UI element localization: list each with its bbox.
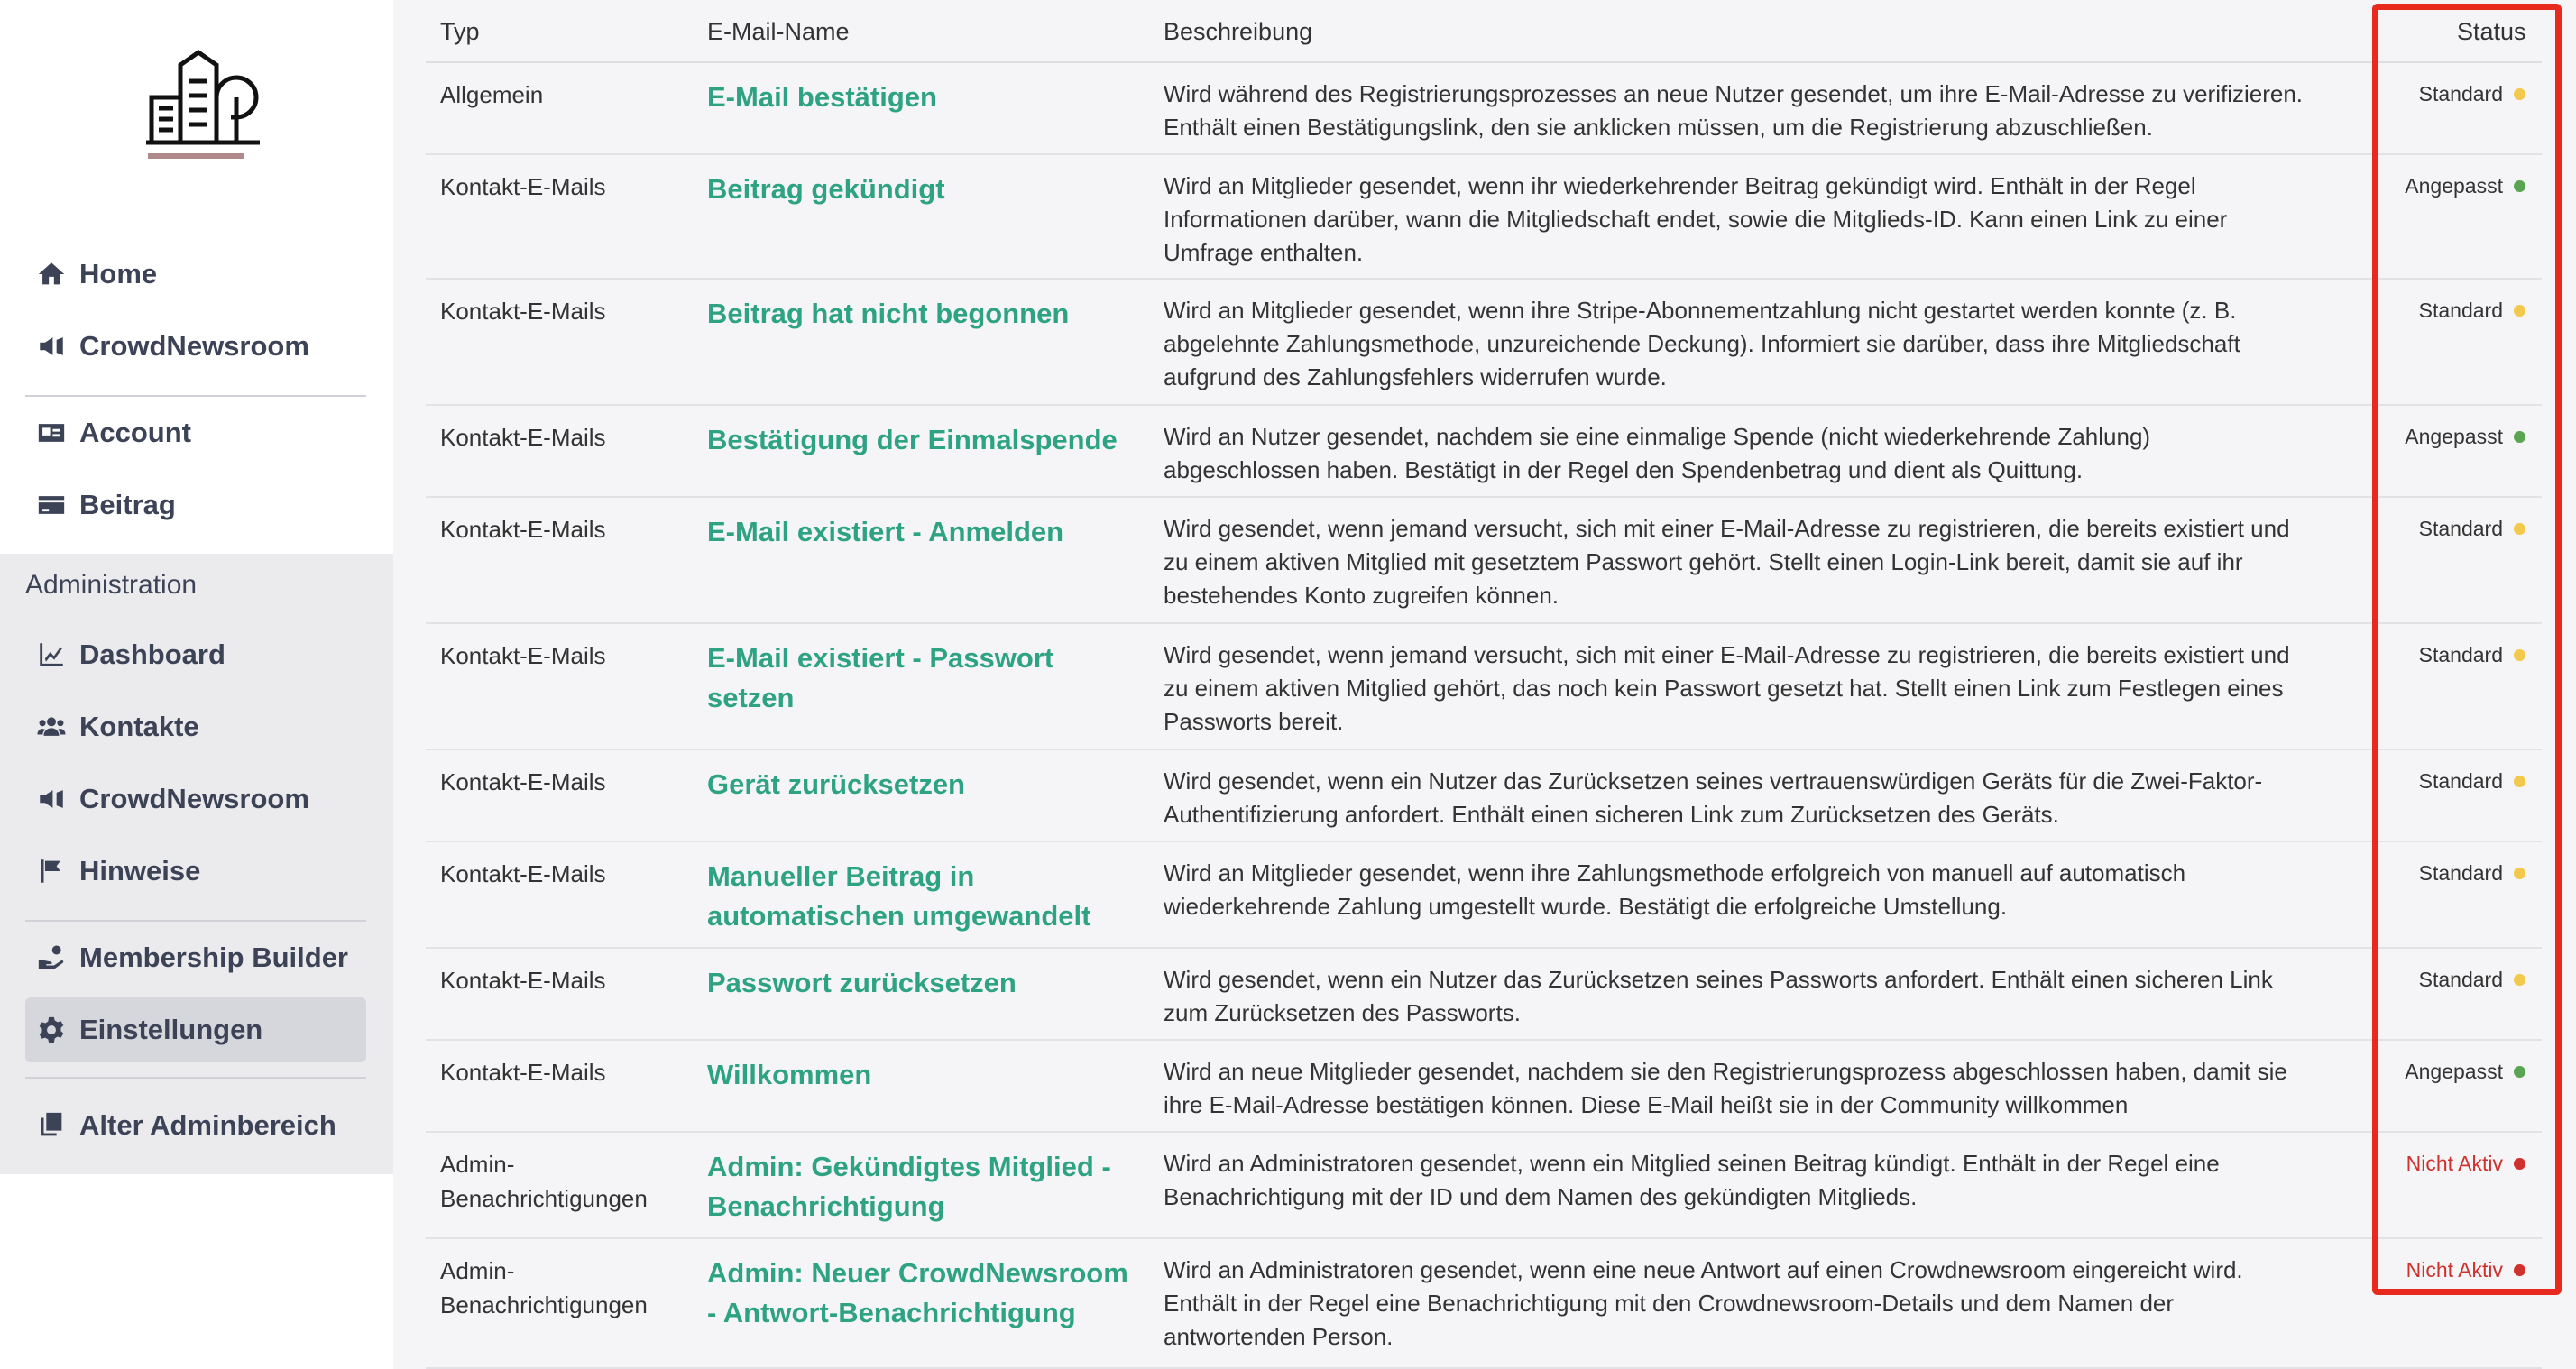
sidebar-item-label: Alter Adminbereich	[79, 1109, 336, 1141]
sidebar-item-label: Beitrag	[79, 489, 176, 520]
status-text: Standard	[2418, 517, 2503, 540]
column-header-email-name[interactable]: E-Mail-Name	[707, 18, 850, 45]
row-description: Wird während des Registrierungsprozesses an neue Nutzer gesendet, um ihre E-Mail-Adresse zu verifizieren. Enthält einen Bestätigungslink, den sie anklicken müssen, um die Registrierung abzuschließen.	[1164, 80, 2304, 141]
megaphone-icon	[25, 784, 79, 814]
email-name-link[interactable]: Willkommen	[707, 1059, 872, 1090]
email-name-link[interactable]: E-Mail bestätigen	[707, 81, 937, 113]
sidebar-item-label: CrowdNewsroom	[79, 783, 309, 814]
table-row[interactable]	[426, 750, 2542, 842]
megaphone-icon	[25, 331, 79, 362]
row-typ: Kontakt-E-Mails	[440, 173, 606, 200]
sidebar-item-membership-builder[interactable]	[25, 925, 366, 990]
sidebar-item-account[interactable]	[25, 400, 366, 465]
sidebar-item-label: Account	[79, 417, 191, 448]
admin-heading: Administration	[25, 570, 198, 600]
sidebar-item-hinweise[interactable]	[25, 839, 366, 904]
status-text: Standard	[2418, 82, 2503, 106]
column-header-status[interactable]: Status	[2457, 18, 2526, 45]
email-name-link[interactable]: Beitrag hat nicht begonnen	[707, 298, 1070, 329]
status-text: Angepasst	[2405, 425, 2503, 448]
email-name-link[interactable]: Passwort zurücksetzen	[707, 967, 1017, 998]
table-row[interactable]	[426, 280, 2542, 406]
row-description: Wird gesendet, wenn ein Nutzer das Zurücksetzen seines vertrauenswürdigen Geräts für die Zwei-Faktor-Authentifizierung anfordert. Enthält einen sicheren Link zum Zurücksetzen des Geräts.	[1164, 767, 2263, 828]
table-row[interactable]	[426, 1239, 2542, 1369]
status-text: Standard	[2418, 299, 2503, 322]
status-text: Angepasst	[2405, 174, 2503, 198]
sidebar-divider	[25, 920, 366, 922]
email-name-link[interactable]: E-Mail existiert - Anmelden	[707, 516, 1064, 547]
row-typ: Kontakt-E-Mails	[440, 860, 606, 887]
email-name-link[interactable]: Gerät zurücksetzen	[707, 768, 965, 800]
status-text: Standard	[2418, 769, 2503, 793]
sidebar-item-label: Hinweise	[79, 855, 201, 887]
sidebar-item-admin-crowdnewsroom[interactable]	[25, 767, 366, 832]
sidebar-item-label: Membership Builder	[79, 942, 348, 973]
row-description: Wird an Administratoren gesendet, wenn ein Mitglied seinen Beitrag kündigt. Enthält in der Regel eine Benachrichtigung mit der ID und dem Namen des gekündigten Mitglieds.	[1164, 1150, 2220, 1210]
sidebar-item-label: CrowdNewsroom	[79, 330, 309, 362]
flag-icon	[25, 856, 79, 887]
status-text: Standard	[2418, 968, 2503, 991]
hand-coins-icon	[25, 942, 79, 973]
row-description: Wird an neue Mitglieder gesendet, nachdem sie den Registrierungsprozess abgeschlossen haben, damit sie ihre E-Mail-Adresse bestätigen können. Diese E-Mail heißt sie in der Community willkommen	[1164, 1058, 2287, 1118]
status-column-highlight	[2372, 4, 2562, 1295]
sidebar-item-einstellungen[interactable]	[25, 997, 366, 1062]
gear-icon	[25, 1015, 79, 1045]
sidebar-item-dashboard[interactable]	[25, 622, 366, 687]
row-description: Wird an Nutzer gesendet, nachdem sie eine einmalige Spende (nicht wiederkehrende Zahlung) abgeschlossen haben. Bestätigt in der Regel den Spendenbetrag und dient als Quittung.	[1164, 423, 2151, 483]
row-description: Wird gesendet, wenn jemand versucht, sich mit einer E-Mail-Adresse zu registrieren, die bereits existiert und zu einem aktiven Mitglied gehört, das noch kein Passwort gesetzt hat. Stellt einen Link zum Festlegen eines Passworts bereit.	[1164, 641, 2290, 735]
status-text: Angepasst	[2405, 1060, 2503, 1083]
table-row[interactable]	[426, 498, 2542, 624]
sidebar-item-label: Home	[79, 258, 158, 289]
row-typ: Admin-Benachrichtigungen	[440, 1151, 648, 1212]
row-description: Wird gesendet, wenn ein Nutzer das Zurücksetzen seines Passworts anfordert. Enthält einen sicheren Link zum Zurücksetzen des Passworts.	[1164, 966, 2273, 1026]
sidebar-item-kontakte[interactable]	[25, 694, 366, 759]
row-typ: Kontakt-E-Mails	[440, 298, 606, 325]
city-plant-logo-icon[interactable]	[143, 45, 265, 168]
row-typ: Kontakt-E-Mails	[440, 642, 606, 669]
sidebar-item-label: Kontakte	[79, 711, 199, 742]
row-typ: Kontakt-E-Mails	[440, 768, 606, 795]
sidebar-item-crowdnewsroom[interactable]	[25, 314, 366, 379]
users-icon	[25, 712, 79, 742]
sidebar-divider	[25, 1077, 366, 1079]
email-name-link[interactable]: Bestätigung der Einmalspende	[707, 424, 1118, 455]
row-description: Wird an Mitglieder gesendet, wenn ihr wiederkehrender Beitrag gekündigt wird. Enthält in der Regel Informationen darüber, wann die Mitgliedschaft endet, sowie die Mitglieds-ID. Kann einen Link zu einer Umfrage enthalten.	[1164, 172, 2228, 266]
status-text: Standard	[2418, 643, 2503, 666]
sidebar-item-label: Dashboard	[79, 639, 225, 670]
row-description: Wird an Mitglieder gesendet, wenn ihre Zahlungsmethode erfolgreich von manuell auf automatisch wiederkehrende Zahlung umgestellt wurde. Bestätigt die erfolgreiche Umstellung.	[1164, 859, 2186, 920]
home-icon	[25, 259, 79, 289]
id-card-icon	[25, 418, 79, 448]
row-typ: Allgemein	[440, 81, 544, 108]
email-name-link[interactable]: Manueller Beitrag in automatischen umgewandelt	[707, 860, 1091, 932]
row-typ: Kontakt-E-Mails	[440, 516, 606, 543]
sidebar-item-label: Einstellungen	[79, 1014, 263, 1045]
table-row[interactable]	[426, 63, 2542, 155]
row-typ: Kontakt-E-Mails	[440, 967, 606, 994]
copy-icon	[25, 1110, 79, 1141]
row-description: Wird an Mitglieder gesendet, wenn ihre Stripe-Abonnementzahlung nicht gestartet werden konnte (z. B. abgelehnte Zahlungsmethode, unzureichende Deckung). Informiert sie darüber, dass ihre Mitgliedschaft aufgrund des Zahlungsfehlers widerrufen wurde.	[1164, 297, 2240, 390]
row-typ: Admin-Benachrichtigungen	[440, 1257, 648, 1318]
status-text: Nicht Aktiv	[2406, 1258, 2503, 1282]
email-name-link[interactable]: E-Mail existiert - Passwort setzen	[707, 642, 1054, 713]
status-text: Nicht Aktiv	[2406, 1152, 2503, 1175]
email-name-link[interactable]: Admin: Gekündigtes Mitglied - Benachrichtigung	[707, 1151, 1111, 1222]
email-name-link[interactable]: Beitrag gekündigt	[707, 173, 945, 205]
table-row[interactable]	[426, 1041, 2542, 1133]
table-row[interactable]	[426, 406, 2542, 498]
email-name-link[interactable]: Admin: Neuer CrowdNewsroom - Antwort-Benachrichtigung	[707, 1257, 1128, 1328]
column-header-typ[interactable]: Typ	[440, 18, 480, 45]
row-typ: Kontakt-E-Mails	[440, 424, 606, 451]
chart-line-icon	[25, 639, 79, 670]
column-header-beschreibung[interactable]: Beschreibung	[1164, 18, 1313, 45]
row-description: Wird an Administratoren gesendet, wenn eine neue Antwort auf einen Crowdnewsroom eingereicht wird. Enthält in der Regel eine Benachrichtigung mit den Crowdnewsroom-Details und dem Namen der antwortenden Person.	[1164, 1256, 2243, 1350]
table-row[interactable]	[426, 155, 2542, 280]
sidebar	[0, 0, 393, 1369]
row-description: Wird gesendet, wenn jemand versucht, sich mit einer E-Mail-Adresse zu registrieren, die bereits existiert und zu einem aktiven Mitglied mit gesetztem Passwort gehört. Stellt einen Login-Link bereit, damit sie auf ihr bestehendes Konto zugreifen können.	[1164, 515, 2290, 609]
status-text: Standard	[2418, 861, 2503, 885]
table-row[interactable]	[426, 624, 2542, 750]
sidebar-item-alter-adminbereich[interactable]	[25, 1093, 366, 1158]
credit-card-icon	[25, 490, 79, 520]
table-row[interactable]	[426, 949, 2542, 1041]
sidebar-item-beitrag[interactable]	[25, 473, 366, 537]
table-row[interactable]	[426, 1133, 2542, 1239]
sidebar-divider	[25, 395, 366, 397]
sidebar-item-home[interactable]	[25, 242, 366, 307]
row-typ: Kontakt-E-Mails	[440, 1059, 606, 1086]
table-row[interactable]	[426, 842, 2542, 949]
